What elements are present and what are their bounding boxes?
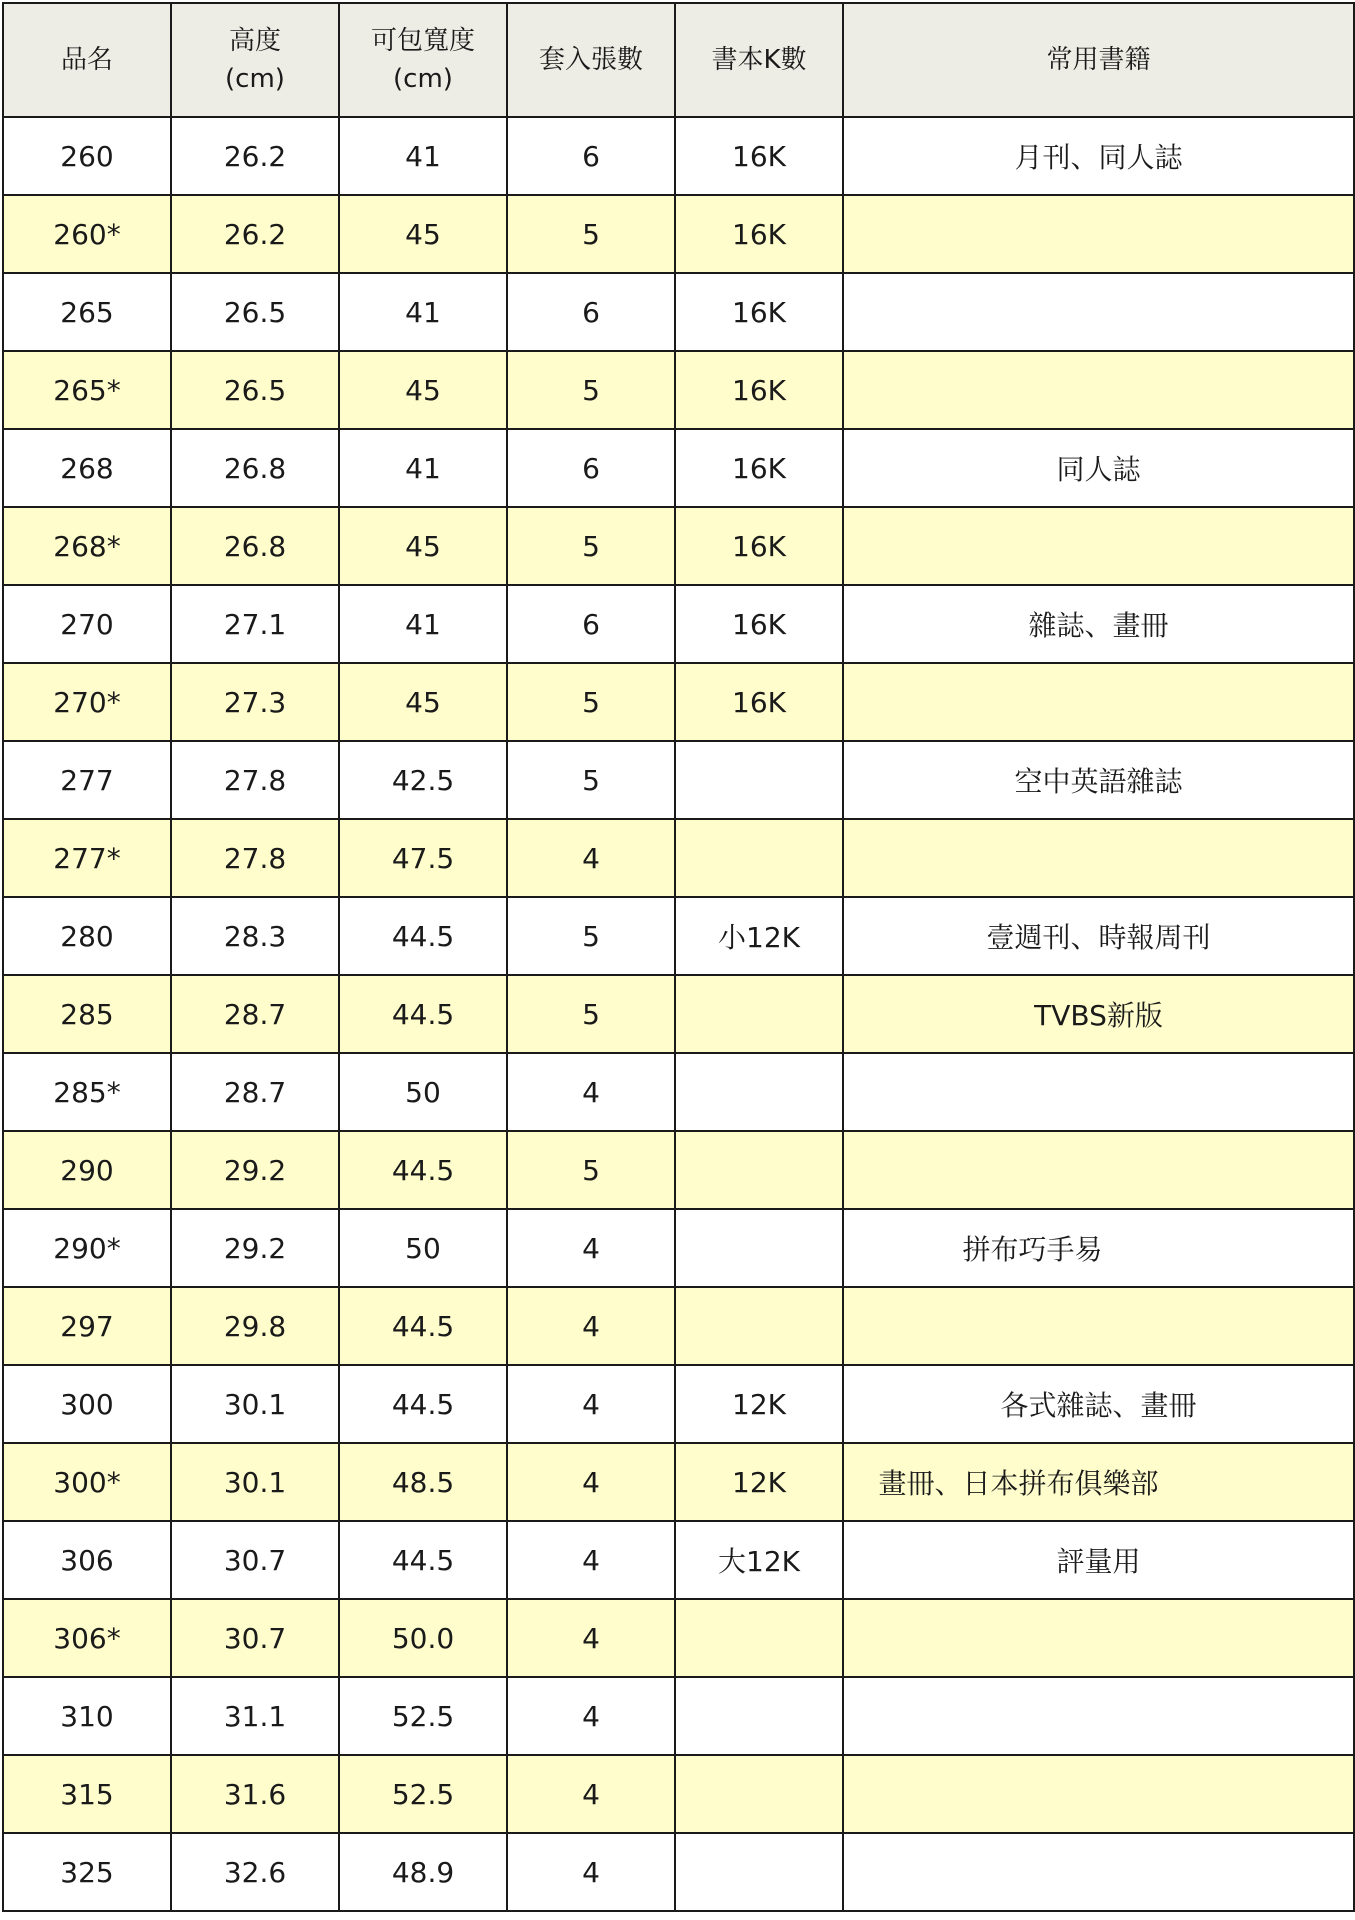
cell-width: 50	[339, 1053, 507, 1131]
cell-height: 26.5	[171, 273, 339, 351]
cell-books	[843, 1131, 1354, 1209]
cell-name: 270*	[3, 663, 171, 741]
col-header-height	[171, 3, 339, 117]
table-row	[3, 1131, 1354, 1209]
cell-height: 26.8	[171, 507, 339, 585]
cell-k-size: 大12K	[675, 1521, 843, 1599]
table-row	[3, 1677, 1354, 1755]
cell-height: 30.1	[171, 1443, 339, 1521]
cell-height: 31.1	[171, 1677, 339, 1755]
table-header	[3, 3, 1354, 117]
cell-height: 26.2	[171, 195, 339, 273]
cell-books	[843, 1365, 1354, 1443]
cell-height: 28.7	[171, 1053, 339, 1131]
cell-name: 285	[3, 975, 171, 1053]
books-text: 壹週刊、時報周刊	[986, 921, 1211, 954]
cell-height: 28.3	[171, 897, 339, 975]
cell-books	[843, 1053, 1354, 1131]
cell-sheets: 6	[507, 585, 675, 663]
cell-name: 280	[3, 897, 171, 975]
table-row	[3, 195, 1354, 273]
cell-sheets: 5	[507, 975, 675, 1053]
cell-books	[843, 741, 1354, 819]
table-row	[3, 1365, 1354, 1443]
cell-k-size: 16K	[675, 663, 843, 741]
cell-height: 29.2	[171, 1131, 339, 1209]
cell-height: 30.1	[171, 1365, 339, 1443]
cell-sheets: 4	[507, 1677, 675, 1755]
books-text: 評量用	[1056, 1545, 1141, 1578]
cell-name: 310	[3, 1677, 171, 1755]
cell-width: 44.5	[339, 1365, 507, 1443]
cell-books	[843, 1521, 1354, 1599]
cell-name: 306	[3, 1521, 171, 1599]
books-text: 月刊、同人誌	[1014, 141, 1183, 174]
cell-sheets: 5	[507, 741, 675, 819]
cell-k-size	[675, 1755, 843, 1833]
cell-sheets: 4	[507, 1053, 675, 1131]
col-header-width	[339, 3, 507, 117]
table-body	[3, 117, 1354, 1911]
header-row	[3, 3, 1354, 117]
cell-width: 45	[339, 351, 507, 429]
cell-width: 41	[339, 117, 507, 195]
cell-height: 26.8	[171, 429, 339, 507]
cell-books	[843, 273, 1354, 351]
cell-k-size	[675, 1287, 843, 1365]
cell-books	[843, 975, 1354, 1053]
header-label-line: 書本K數	[711, 45, 807, 75]
cell-name: 300	[3, 1365, 171, 1443]
cell-width: 44.5	[339, 975, 507, 1053]
cell-height: 27.3	[171, 663, 339, 741]
table-row	[3, 975, 1354, 1053]
cell-sheets: 4	[507, 1599, 675, 1677]
cell-height: 29.2	[171, 1209, 339, 1287]
books-text: 空中英語雜誌	[1014, 765, 1183, 798]
col-header-sheets	[507, 3, 675, 117]
cell-k-size: 16K	[675, 585, 843, 663]
table-row	[3, 273, 1354, 351]
cell-books	[843, 351, 1354, 429]
cell-name: 300*	[3, 1443, 171, 1521]
cell-sheets: 5	[507, 663, 675, 741]
cell-books	[843, 663, 1354, 741]
cell-width: 41	[339, 273, 507, 351]
col-header-k	[675, 3, 843, 117]
header-label-line: 可包寬度	[370, 26, 475, 56]
table-row	[3, 117, 1354, 195]
cell-width: 45	[339, 663, 507, 741]
cell-name: 277*	[3, 819, 171, 897]
size-table	[2, 2, 1355, 1912]
cell-sheets: 6	[507, 429, 675, 507]
cell-books	[843, 1443, 1354, 1521]
table-row	[3, 1833, 1354, 1911]
header-label-line: 高度	[228, 26, 281, 56]
cell-sheets: 5	[507, 351, 675, 429]
cell-width: 44.5	[339, 1131, 507, 1209]
cell-k-size	[675, 1599, 843, 1677]
cell-books	[843, 1677, 1354, 1755]
table-row	[3, 819, 1354, 897]
cell-height: 26.2	[171, 117, 339, 195]
cell-height: 30.7	[171, 1599, 339, 1677]
cell-name: 306*	[3, 1599, 171, 1677]
table-row	[3, 585, 1354, 663]
cell-width: 48.5	[339, 1443, 507, 1521]
header-label-line: 品名	[60, 45, 113, 75]
cell-k-size: 16K	[675, 117, 843, 195]
cell-k-size: 12K	[675, 1443, 843, 1521]
books-text: 雜誌、畫冊	[1028, 609, 1169, 642]
cell-sheets: 5	[507, 1131, 675, 1209]
cell-height: 26.5	[171, 351, 339, 429]
cell-name: 290	[3, 1131, 171, 1209]
cell-width: 41	[339, 585, 507, 663]
cell-books	[843, 429, 1354, 507]
cell-sheets: 4	[507, 1443, 675, 1521]
cell-height: 27.8	[171, 741, 339, 819]
cell-sheets: 5	[507, 195, 675, 273]
cell-name: 260*	[3, 195, 171, 273]
cell-height: 30.7	[171, 1521, 339, 1599]
cell-sheets: 4	[507, 1521, 675, 1599]
cell-k-size: 16K	[675, 273, 843, 351]
cell-k-size	[675, 1131, 843, 1209]
cell-width: 50	[339, 1209, 507, 1287]
header-label-line: (cm)	[225, 64, 285, 94]
cell-books	[843, 1209, 1354, 1287]
cell-sheets: 5	[507, 897, 675, 975]
cell-books	[843, 1755, 1354, 1833]
cell-k-size	[675, 741, 843, 819]
books-text: 各式雜誌、畫冊	[1000, 1389, 1197, 1422]
table-row	[3, 507, 1354, 585]
cell-k-size	[675, 1833, 843, 1911]
cell-sheets: 4	[507, 819, 675, 897]
cell-height: 28.7	[171, 975, 339, 1053]
cell-name: 265*	[3, 351, 171, 429]
cell-books	[843, 1599, 1354, 1677]
cell-sheets: 4	[507, 1287, 675, 1365]
cell-name: 297	[3, 1287, 171, 1365]
cell-height: 32.6	[171, 1833, 339, 1911]
cell-books	[843, 195, 1354, 273]
cell-sheets: 4	[507, 1833, 675, 1911]
cell-name: 265	[3, 273, 171, 351]
books-text: 畫冊、日本拼布俱樂部	[878, 1467, 1159, 1500]
cell-k-size	[675, 1053, 843, 1131]
cell-books	[843, 117, 1354, 195]
cell-k-size	[675, 1209, 843, 1287]
table-row	[3, 1443, 1354, 1521]
header-label-line: (cm)	[393, 64, 453, 94]
cell-sheets: 6	[507, 117, 675, 195]
table-row	[3, 1755, 1354, 1833]
cell-books	[843, 1833, 1354, 1911]
cell-height: 31.6	[171, 1755, 339, 1833]
cell-sheets: 4	[507, 1755, 675, 1833]
cell-sheets: 6	[507, 273, 675, 351]
books-text: 拼布巧手易	[962, 1233, 1103, 1266]
cell-k-size: 小12K	[675, 897, 843, 975]
cell-books	[843, 585, 1354, 663]
cell-k-size: 16K	[675, 351, 843, 429]
cell-name: 315	[3, 1755, 171, 1833]
books-text: 同人誌	[1056, 453, 1141, 486]
cell-k-size	[675, 1677, 843, 1755]
cell-sheets: 5	[507, 507, 675, 585]
cell-k-size	[675, 975, 843, 1053]
cell-books	[843, 507, 1354, 585]
table-row	[3, 897, 1354, 975]
cell-k-size: 16K	[675, 195, 843, 273]
cell-width: 44.5	[339, 1287, 507, 1365]
table-row	[3, 351, 1354, 429]
cell-width: 45	[339, 507, 507, 585]
cell-width: 52.5	[339, 1677, 507, 1755]
cell-name: 277	[3, 741, 171, 819]
cell-sheets: 4	[507, 1365, 675, 1443]
cell-books	[843, 819, 1354, 897]
table-row	[3, 1053, 1354, 1131]
cell-name: 268	[3, 429, 171, 507]
cell-width: 42.5	[339, 741, 507, 819]
table-row	[3, 663, 1354, 741]
col-header-books	[843, 3, 1354, 117]
cell-width: 44.5	[339, 1521, 507, 1599]
cell-books	[843, 897, 1354, 975]
cell-k-size: 16K	[675, 429, 843, 507]
cell-height: 27.8	[171, 819, 339, 897]
header-label-line: 套入張數	[538, 45, 643, 75]
cell-k-size	[675, 819, 843, 897]
table-row	[3, 1521, 1354, 1599]
cell-height: 27.1	[171, 585, 339, 663]
cell-width: 45	[339, 195, 507, 273]
cell-width: 52.5	[339, 1755, 507, 1833]
col-header-name	[3, 3, 171, 117]
cell-k-size: 16K	[675, 507, 843, 585]
table-row	[3, 1287, 1354, 1365]
cell-k-size: 12K	[675, 1365, 843, 1443]
cell-width: 41	[339, 429, 507, 507]
cell-width: 48.9	[339, 1833, 507, 1911]
table-row	[3, 741, 1354, 819]
cell-name: 290*	[3, 1209, 171, 1287]
cell-width: 47.5	[339, 819, 507, 897]
table-row	[3, 1599, 1354, 1677]
table-row	[3, 429, 1354, 507]
table-row	[3, 1209, 1354, 1287]
cell-width: 50.0	[339, 1599, 507, 1677]
cell-books	[843, 1287, 1354, 1365]
cell-name: 260	[3, 117, 171, 195]
cell-name: 285*	[3, 1053, 171, 1131]
cell-height: 29.8	[171, 1287, 339, 1365]
books-text: TVBS新版	[1034, 999, 1163, 1032]
cell-name: 325	[3, 1833, 171, 1911]
size-table-container	[2, 2, 1355, 1912]
cell-width: 44.5	[339, 897, 507, 975]
cell-name: 270	[3, 585, 171, 663]
header-label-line: 常用書籍	[1046, 45, 1151, 75]
cell-sheets: 4	[507, 1209, 675, 1287]
cell-name: 268*	[3, 507, 171, 585]
